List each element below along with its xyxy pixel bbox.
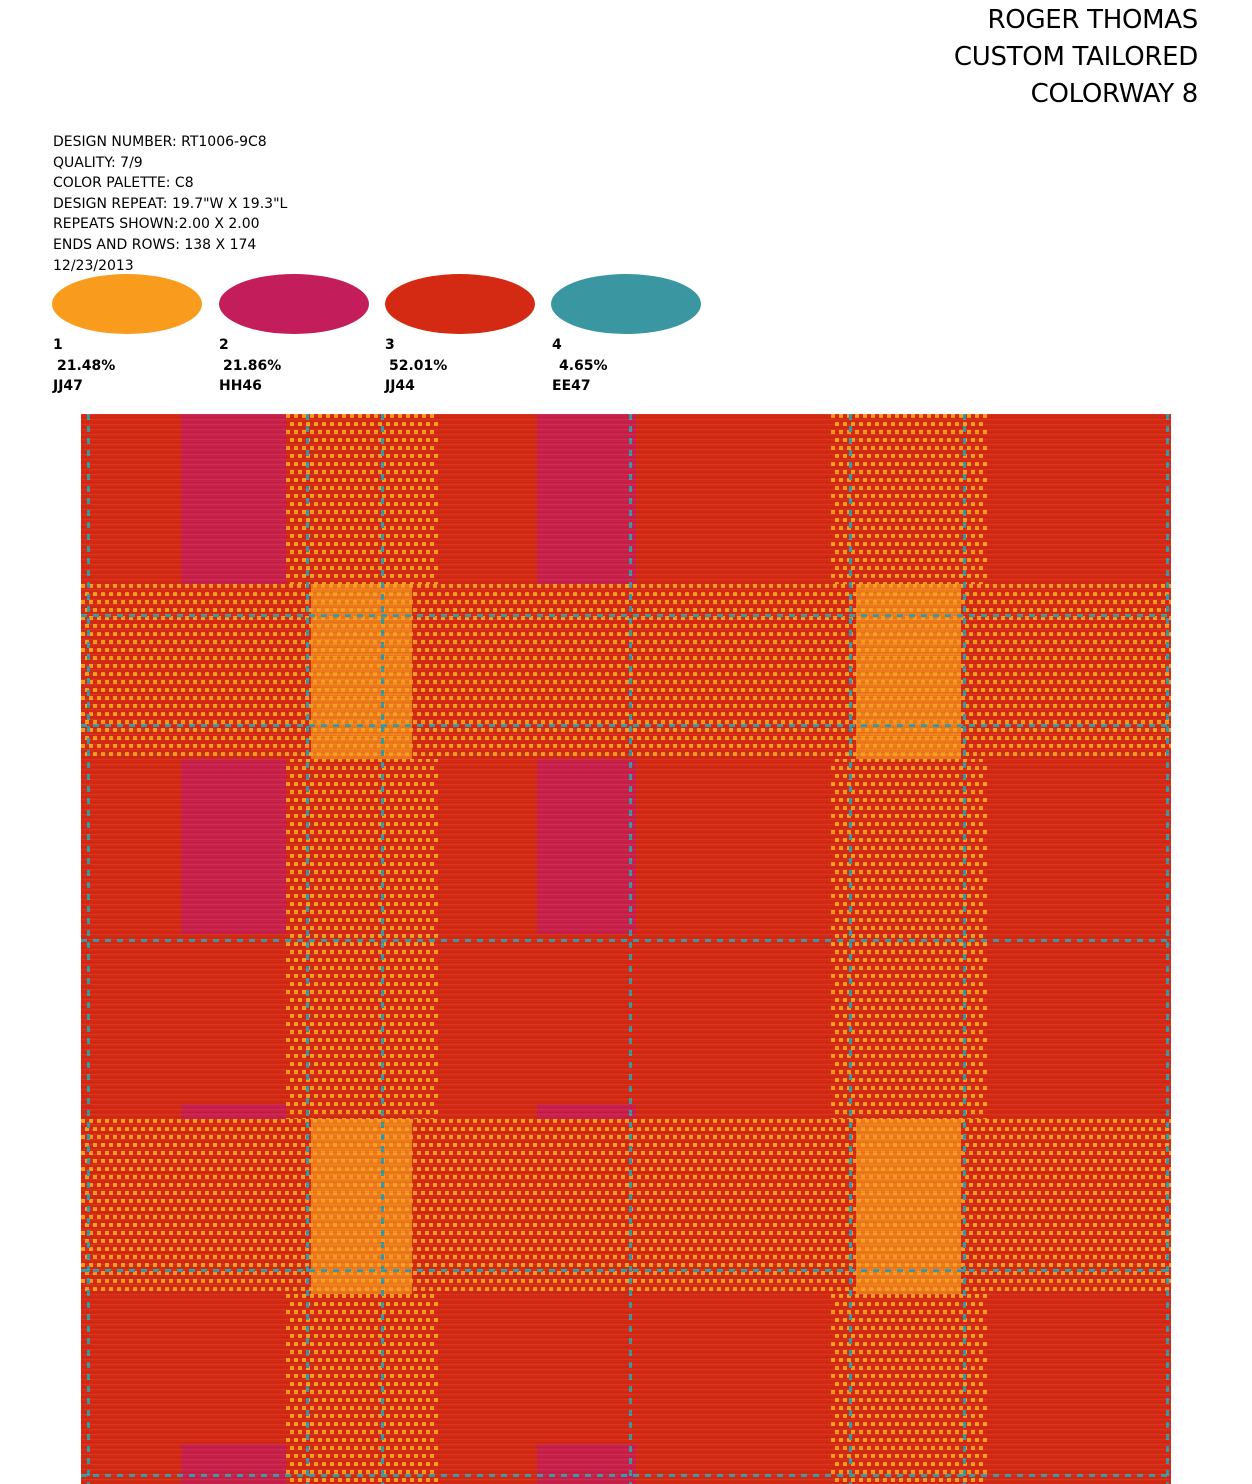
color-swatch-3 xyxy=(385,274,535,334)
color-number: 3 xyxy=(385,337,395,353)
repeats-shown: REPEATS SHOWN:2.00 X 2.00 xyxy=(53,216,260,233)
brand-header xyxy=(954,2,1198,113)
brand-name: ROGER THOMAS xyxy=(987,5,1198,35)
color-number: 2 xyxy=(219,337,229,353)
color-number: 1 xyxy=(53,337,63,353)
color-swatch-2 xyxy=(219,274,369,334)
color-info-2 xyxy=(219,335,281,397)
design-number: DESIGN NUMBER: RT1006-9C8 xyxy=(53,134,267,150)
design-specs xyxy=(53,132,287,276)
color-code: JJ44 xyxy=(385,378,415,395)
color-percent: 4.65% xyxy=(559,357,608,374)
color-number: 4 xyxy=(552,337,562,353)
design-date: 12/23/2013 xyxy=(53,257,134,274)
color-swatch-4 xyxy=(551,274,701,334)
plaid-pattern xyxy=(81,414,1171,1484)
color-code: EE47 xyxy=(552,378,591,395)
color-percent: 52.01% xyxy=(389,357,448,374)
design-repeat: DESIGN REPEAT: 19.7"W X 19.3"L xyxy=(53,195,288,212)
color-percent: 21.48% xyxy=(57,357,116,374)
color-code: JJ47 xyxy=(53,378,83,395)
quality: QUALITY: 7/9 xyxy=(53,154,143,171)
color-palette: COLOR PALETTE: C8 xyxy=(53,175,194,192)
color-info-4 xyxy=(552,335,608,397)
colorway-title: COLORWAY 8 xyxy=(1030,79,1198,109)
brand-collection: CUSTOM TAILORED xyxy=(953,42,1198,72)
color-info-3 xyxy=(385,335,447,397)
color-swatch-1 xyxy=(52,274,202,334)
fabric-preview xyxy=(81,414,1171,1484)
color-code: HH46 xyxy=(219,378,262,395)
color-percent: 21.86% xyxy=(223,357,282,374)
ends-and-rows: ENDS AND ROWS: 138 X 174 xyxy=(53,236,257,253)
color-info-1 xyxy=(53,335,115,397)
